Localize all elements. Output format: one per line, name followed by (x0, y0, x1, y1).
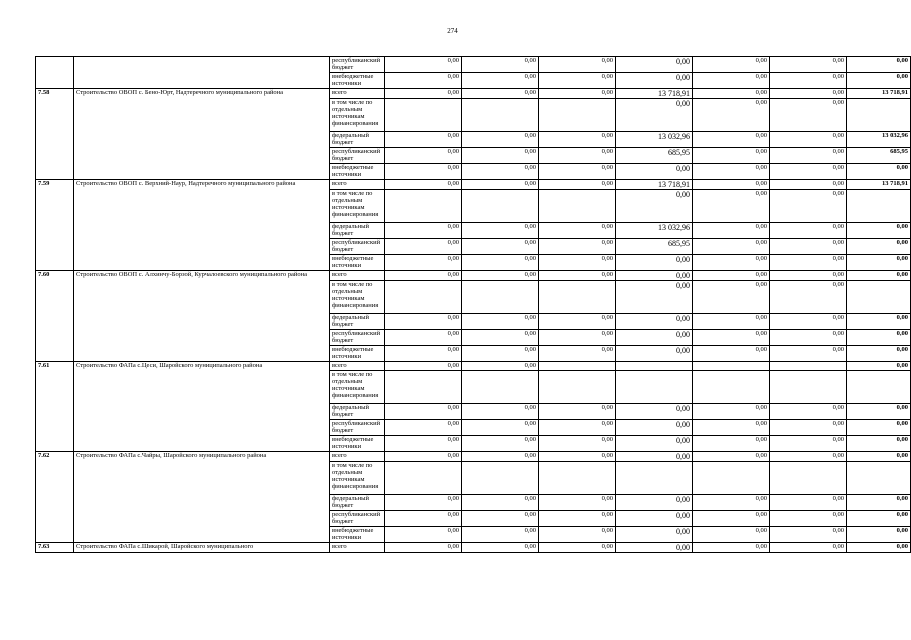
value-cell: 0,00 (462, 57, 539, 73)
total-value-cell: 0,00 (847, 527, 911, 543)
value-cell: 0,00 (539, 239, 616, 255)
value-cell (693, 362, 770, 371)
value-cell: 0,00 (539, 57, 616, 73)
value-cell: 0,00 (385, 164, 462, 180)
value-cell (462, 462, 539, 495)
total-value-cell: 0,00 (847, 314, 911, 330)
value-cell: 0,00 (385, 527, 462, 543)
value-cell: 0,00 (385, 330, 462, 346)
value-cell: 13 032,96 (616, 223, 693, 239)
table-row (36, 362, 911, 371)
value-cell: 0,00 (693, 132, 770, 148)
value-cell: 0,00 (385, 314, 462, 330)
value-cell (770, 371, 847, 404)
item-name: Строительство ОВОП с. Верхний-Наур, Надтеречного муниципального района (74, 180, 330, 271)
value-cell: 0,00 (539, 223, 616, 239)
value-cell: 0,00 (462, 543, 539, 553)
value-cell (539, 362, 616, 371)
value-cell: 0,00 (539, 436, 616, 452)
value-cell (385, 190, 462, 223)
total-value-cell (847, 99, 911, 132)
value-cell: 0,00 (770, 511, 847, 527)
value-cell: 0,00 (693, 99, 770, 132)
value-cell: 0,00 (539, 271, 616, 281)
value-cell: 0,00 (462, 132, 539, 148)
funding-source: республиканский бюджет (330, 57, 385, 73)
total-value-cell: 685,95 (847, 148, 911, 164)
value-cell: 0,00 (539, 330, 616, 346)
value-cell: 0,00 (693, 148, 770, 164)
value-cell: 0,00 (693, 239, 770, 255)
value-cell: 0,00 (693, 314, 770, 330)
value-cell: 0,00 (616, 436, 693, 452)
value-cell: 0,00 (770, 148, 847, 164)
total-value-cell (847, 281, 911, 314)
total-value-cell (847, 190, 911, 223)
value-cell: 0,00 (385, 180, 462, 190)
value-cell: 0,00 (616, 527, 693, 543)
value-cell (770, 462, 847, 495)
value-cell: 0,00 (770, 190, 847, 223)
value-cell: 0,00 (693, 543, 770, 553)
value-cell: 0,00 (693, 190, 770, 223)
value-cell: 0,00 (539, 511, 616, 527)
value-cell: 0,00 (462, 362, 539, 371)
value-cell: 0,00 (462, 527, 539, 543)
value-cell: 0,00 (385, 495, 462, 511)
total-value-cell: 0,00 (847, 271, 911, 281)
total-value-cell: 0,00 (847, 511, 911, 527)
value-cell (385, 371, 462, 404)
value-cell: 0,00 (693, 57, 770, 73)
value-cell: 0,00 (616, 57, 693, 73)
value-cell (462, 371, 539, 404)
value-cell (385, 281, 462, 314)
value-cell: 0,00 (462, 346, 539, 362)
value-cell (539, 281, 616, 314)
value-cell: 0,00 (385, 436, 462, 452)
funding-source: республиканский бюджет (330, 511, 385, 527)
total-value-cell: 13 032,96 (847, 132, 911, 148)
value-cell: 0,00 (462, 239, 539, 255)
value-cell: 0,00 (616, 190, 693, 223)
funding-source: федеральный бюджет (330, 404, 385, 420)
funding-source: федеральный бюджет (330, 314, 385, 330)
item-number: 7.58 (36, 89, 74, 180)
value-cell: 0,00 (770, 330, 847, 346)
total-value-cell: 0,00 (847, 330, 911, 346)
total-value-cell: 0,00 (847, 255, 911, 271)
value-cell: 0,00 (385, 404, 462, 420)
funding-source: федеральный бюджет (330, 495, 385, 511)
value-cell: 0,00 (693, 452, 770, 462)
value-cell: 0,00 (462, 180, 539, 190)
total-value-cell (847, 462, 911, 495)
value-cell: 0,00 (616, 314, 693, 330)
total-value-cell: 0,00 (847, 420, 911, 436)
value-cell: 0,00 (770, 73, 847, 89)
value-cell: 0,00 (385, 271, 462, 281)
value-cell: 0,00 (616, 495, 693, 511)
value-cell: 0,00 (462, 404, 539, 420)
value-cell: 0,00 (770, 89, 847, 99)
funding-source: внебюджетные источники (330, 527, 385, 543)
item-number (36, 57, 74, 89)
value-cell: 0,00 (693, 223, 770, 239)
value-cell (693, 462, 770, 495)
value-cell (385, 462, 462, 495)
funding-source: всего (330, 271, 385, 281)
value-cell: 0,00 (616, 271, 693, 281)
table-row (36, 180, 911, 190)
value-cell: 0,00 (770, 314, 847, 330)
total-value-cell: 0,00 (847, 495, 911, 511)
funding-source: в том числе по отдельным источникам финансирования (330, 190, 385, 223)
value-cell: 0,00 (693, 271, 770, 281)
table-row (36, 89, 911, 99)
value-cell: 0,00 (616, 420, 693, 436)
value-cell: 0,00 (462, 255, 539, 271)
value-cell: 13 032,96 (616, 132, 693, 148)
funding-source: всего (330, 362, 385, 371)
value-cell: 0,00 (770, 346, 847, 362)
total-value-cell (847, 371, 911, 404)
value-cell: 0,00 (539, 404, 616, 420)
value-cell: 0,00 (693, 436, 770, 452)
table-row (36, 57, 911, 73)
value-cell: 0,00 (770, 132, 847, 148)
funding-source: республиканский бюджет (330, 239, 385, 255)
funding-source: внебюджетные источники (330, 164, 385, 180)
value-cell: 0,00 (539, 255, 616, 271)
value-cell: 0,00 (385, 543, 462, 553)
item-name: Строительство ОВОП с. Алхинчу-Борзой, Курчалоевского муниципального района (74, 271, 330, 362)
funding-source: в том числе по отдельным источникам финансирования (330, 99, 385, 132)
value-cell: 0,00 (693, 73, 770, 89)
funding-source: в том числе по отдельным источникам финансирования (330, 281, 385, 314)
value-cell: 0,00 (462, 89, 539, 99)
value-cell: 0,00 (770, 495, 847, 511)
value-cell: 0,00 (693, 255, 770, 271)
total-value-cell: 0,00 (847, 346, 911, 362)
item-name (74, 57, 330, 89)
value-cell: 0,00 (385, 223, 462, 239)
value-cell: 0,00 (693, 346, 770, 362)
value-cell: 0,00 (693, 330, 770, 346)
value-cell: 685,95 (616, 239, 693, 255)
value-cell: 0,00 (770, 281, 847, 314)
value-cell: 0,00 (539, 132, 616, 148)
value-cell: 0,00 (693, 511, 770, 527)
funding-source: в том числе по отдельным источникам финансирования (330, 371, 385, 404)
funding-source: всего (330, 452, 385, 462)
value-cell: 685,95 (616, 148, 693, 164)
value-cell: 0,00 (616, 330, 693, 346)
value-cell (693, 371, 770, 404)
value-cell: 0,00 (462, 436, 539, 452)
value-cell: 0,00 (770, 57, 847, 73)
total-value-cell: 0,00 (847, 57, 911, 73)
value-cell: 0,00 (693, 404, 770, 420)
total-value-cell: 0,00 (847, 239, 911, 255)
funding-source: всего (330, 543, 385, 553)
item-name: Строительство ФАПа с.Чайры, Шаройского муниципального района (74, 452, 330, 543)
value-cell (539, 99, 616, 132)
value-cell: 0,00 (539, 73, 616, 89)
total-value-cell: 0,00 (847, 543, 911, 553)
value-cell: 13 718,91 (616, 180, 693, 190)
value-cell: 0,00 (616, 404, 693, 420)
value-cell: 0,00 (616, 73, 693, 89)
value-cell: 0,00 (770, 436, 847, 452)
value-cell: 0,00 (462, 314, 539, 330)
value-cell: 0,00 (616, 281, 693, 314)
item-name: Строительство ФАПа с.Шикарой, Шаройского муниципального (74, 543, 330, 553)
item-name: Строительство ФАПа с.Цеси, Шаройского муниципального района (74, 362, 330, 452)
value-cell: 0,00 (462, 452, 539, 462)
value-cell: 0,00 (616, 452, 693, 462)
value-cell (770, 362, 847, 371)
value-cell: 0,00 (462, 148, 539, 164)
item-number: 7.59 (36, 180, 74, 271)
value-cell: 0,00 (385, 255, 462, 271)
value-cell: 0,00 (385, 511, 462, 527)
value-cell: 0,00 (385, 148, 462, 164)
budget-table (35, 56, 911, 553)
value-cell: 0,00 (539, 346, 616, 362)
table-row (36, 452, 911, 462)
funding-source: республиканский бюджет (330, 330, 385, 346)
value-cell: 0,00 (539, 180, 616, 190)
value-cell: 0,00 (539, 543, 616, 553)
value-cell: 0,00 (770, 239, 847, 255)
funding-source: федеральный бюджет (330, 223, 385, 239)
value-cell: 0,00 (770, 527, 847, 543)
value-cell: 0,00 (462, 73, 539, 89)
value-cell: 0,00 (385, 346, 462, 362)
value-cell: 0,00 (616, 346, 693, 362)
value-cell: 0,00 (385, 73, 462, 89)
value-cell: 0,00 (693, 180, 770, 190)
value-cell: 0,00 (616, 543, 693, 553)
table-row (36, 271, 911, 281)
value-cell: 0,00 (539, 527, 616, 543)
value-cell: 0,00 (385, 89, 462, 99)
total-value-cell: 13 718,91 (847, 89, 911, 99)
total-value-cell: 0,00 (847, 452, 911, 462)
value-cell (462, 281, 539, 314)
value-cell: 0,00 (770, 543, 847, 553)
value-cell: 0,00 (385, 57, 462, 73)
funding-source: всего (330, 89, 385, 99)
value-cell: 0,00 (693, 420, 770, 436)
value-cell: 0,00 (693, 164, 770, 180)
value-cell: 0,00 (539, 89, 616, 99)
funding-source: федеральный бюджет (330, 132, 385, 148)
value-cell: 0,00 (770, 420, 847, 436)
total-value-cell: 13 718,91 (847, 180, 911, 190)
value-cell: 0,00 (770, 255, 847, 271)
value-cell (616, 462, 693, 495)
funding-source: внебюджетные источники (330, 255, 385, 271)
item-number: 7.63 (36, 543, 74, 553)
value-cell: 0,00 (616, 255, 693, 271)
value-cell: 0,00 (539, 495, 616, 511)
value-cell (539, 371, 616, 404)
value-cell: 0,00 (462, 495, 539, 511)
funding-source: внебюджетные источники (330, 436, 385, 452)
value-cell: 0,00 (616, 99, 693, 132)
value-cell: 0,00 (616, 164, 693, 180)
value-cell: 0,00 (385, 362, 462, 371)
value-cell: 13 718,91 (616, 89, 693, 99)
funding-source: в том числе по отдельным источникам финансирования (330, 462, 385, 495)
value-cell: 0,00 (385, 132, 462, 148)
value-cell (539, 190, 616, 223)
value-cell (539, 462, 616, 495)
item-number: 7.60 (36, 271, 74, 362)
item-number: 7.62 (36, 452, 74, 543)
value-cell: 0,00 (385, 420, 462, 436)
value-cell: 0,00 (539, 420, 616, 436)
total-value-cell: 0,00 (847, 436, 911, 452)
value-cell: 0,00 (770, 452, 847, 462)
value-cell: 0,00 (616, 511, 693, 527)
value-cell: 0,00 (539, 452, 616, 462)
value-cell (385, 99, 462, 132)
value-cell: 0,00 (770, 180, 847, 190)
value-cell: 0,00 (462, 164, 539, 180)
value-cell: 0,00 (693, 495, 770, 511)
value-cell: 0,00 (462, 223, 539, 239)
value-cell (616, 371, 693, 404)
value-cell (462, 99, 539, 132)
total-value-cell: 0,00 (847, 223, 911, 239)
value-cell: 0,00 (462, 420, 539, 436)
value-cell: 0,00 (770, 404, 847, 420)
table-row (36, 543, 911, 553)
value-cell: 0,00 (539, 164, 616, 180)
total-value-cell: 0,00 (847, 404, 911, 420)
total-value-cell: 0,00 (847, 164, 911, 180)
value-cell: 0,00 (770, 164, 847, 180)
item-number: 7.61 (36, 362, 74, 452)
funding-source: внебюджетные источники (330, 73, 385, 89)
value-cell: 0,00 (770, 99, 847, 132)
total-value-cell: 0,00 (847, 73, 911, 89)
value-cell: 0,00 (539, 148, 616, 164)
page-number: 274 (447, 27, 458, 35)
funding-source: всего (330, 180, 385, 190)
funding-source: внебюджетные источники (330, 346, 385, 362)
value-cell: 0,00 (462, 511, 539, 527)
funding-source: республиканский бюджет (330, 420, 385, 436)
value-cell: 0,00 (693, 527, 770, 543)
value-cell: 0,00 (693, 89, 770, 99)
value-cell (462, 190, 539, 223)
funding-source: республиканский бюджет (330, 148, 385, 164)
value-cell: 0,00 (693, 281, 770, 314)
total-value-cell: 0,00 (847, 362, 911, 371)
item-name: Строительство ОВОП с. Бено-Юрт, Надтеречного муниципального района (74, 89, 330, 180)
value-cell: 0,00 (539, 314, 616, 330)
value-cell: 0,00 (385, 239, 462, 255)
value-cell: 0,00 (462, 330, 539, 346)
value-cell: 0,00 (462, 271, 539, 281)
value-cell: 0,00 (770, 271, 847, 281)
value-cell (616, 362, 693, 371)
value-cell: 0,00 (385, 452, 462, 462)
value-cell: 0,00 (770, 223, 847, 239)
